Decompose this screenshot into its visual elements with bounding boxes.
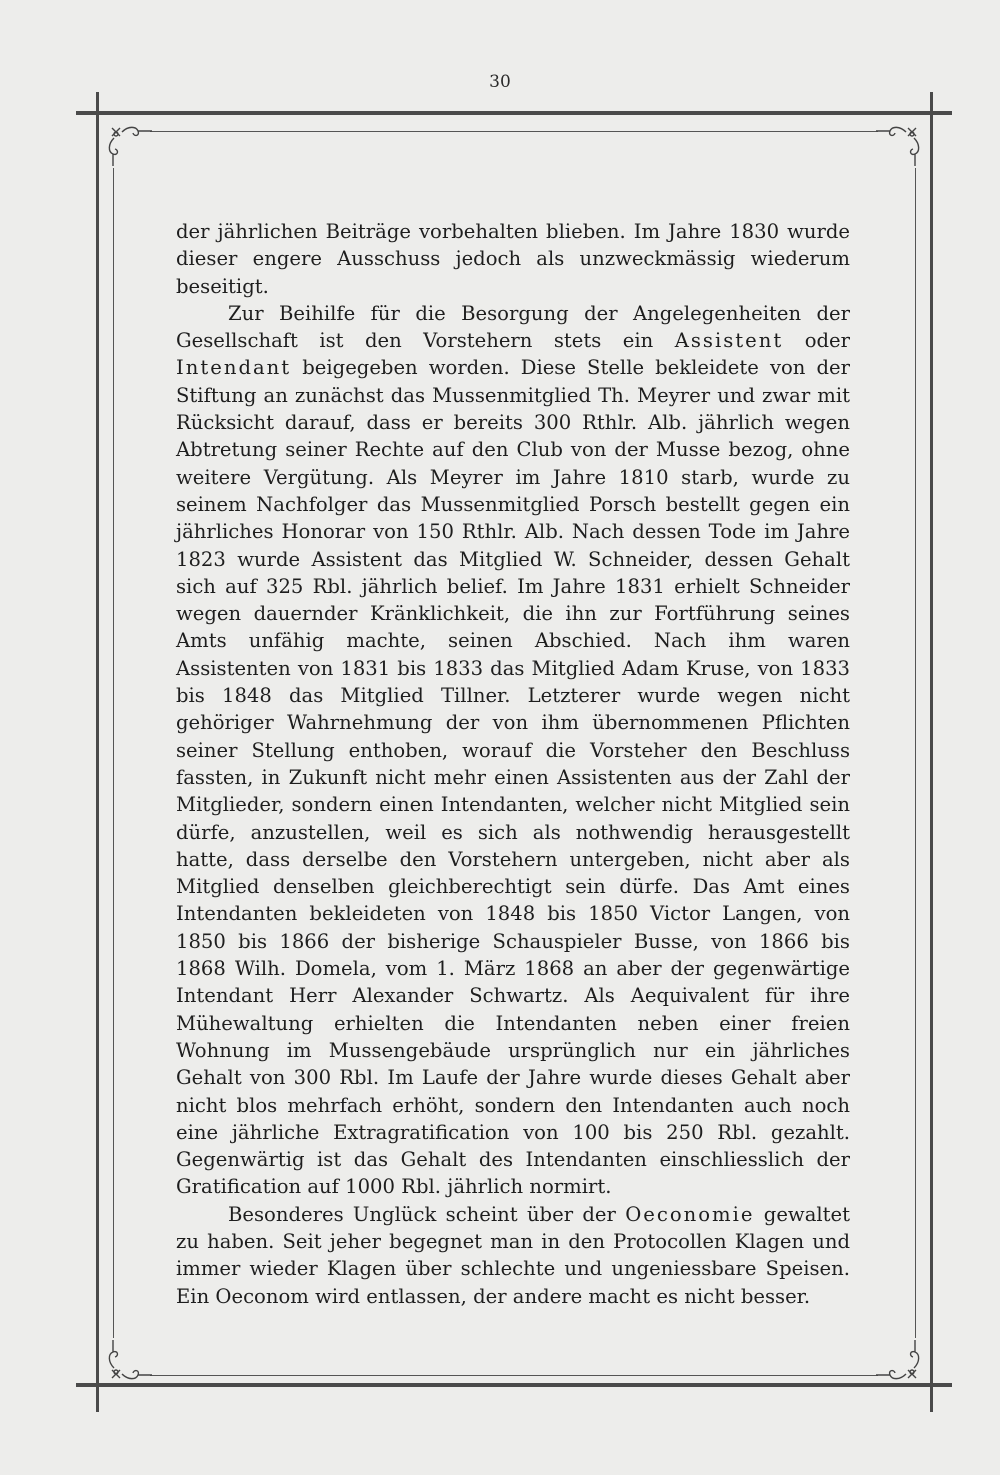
corner-ornament-icon <box>106 124 158 168</box>
body-text <box>176 218 850 1310</box>
emphasized-term: Intendant <box>176 356 292 380</box>
page-number: 30 <box>489 72 511 92</box>
frame-right-rule <box>930 92 933 1412</box>
paragraph <box>176 1201 850 1310</box>
emphasized-term: Oeconomie <box>625 1202 755 1226</box>
corner-ornament-icon <box>870 124 922 168</box>
text-run: Zur Beihilfe für die Besorgung der Angelegenheiten der Gesellschaft ist den Vorstehern stets ein <box>176 301 850 353</box>
text-run: beigegeben worden. Diese Stelle bekleidete von der Stiftung an zunächst das Mussenmitglied Th. Meyrer und zwar mit Rücksicht darauf, dass er bereits 300 Rthlr. Alb. jährlich wegen Abtretung seiner Rechte auf den Club von der Musse bezog, ohne weitere Vergütung. Als Meyrer im Jahre 1810 starb, wurde zu seinem Nachfolger das Mussenmitglied Porsch bestellt gegen ein jährliches Honorar von 150 Rthlr. Alb. Nach dessen Tode im Jahre 1823 wurde Assistent das Mitglied W. Schneider, dessen Gehalt sich auf 325 Rbl. jährlich belief. Im Jahre 1831 erhielt Schneider wegen dauernder Kränklichkeit, die ihn zur Fortführung seines Amts unfähig machte, seinen Abschied. Nach ihm waren Assistenten von 1831 bis 1833 das Mitglied Adam Kruse, von 1833 bis 1848 das Mitglied Tillner. Letzterer wurde wegen nicht gehöriger Wahrnehmung der von ihm übernommenen Pflichten seiner Stellung enthoben, worauf die Vorsteher den Beschluss fassten, in Zukunft nicht mehr einen Assistenten aus der Zahl der Mitglieder, sondern einen Intendanten, welcher nicht Mitglied sein dürfe, anzustellen, weil es sich als nothwendig herausgestellt hatte, dass derselbe den Vorstehern untergeben, nicht aber als Mitglied denselben gleichberechtigt sein dürfe. Das Amt eines Intendanten bekleideten von 1848 bis 1850 Victor Langen, von 1850 bis 1866 der bisherige Schauspieler Busse, von 1866 bis 1868 Wilh. Domela, vom 1. März 1868 an aber der gegenwärtige Intendant Herr Alexander Schwartz. Als Aequivalent für ihre Mühewaltung erhielten die Intendanten neben einer freien Wohnung im Mussengebäude ursprünglich nur ein jährliches Gehalt von 300 Rbl. Im Laufe der Jahre wurde dieses Gehalt aber nicht blos mehrfach erhöht, sondern den Intendanten auch noch eine jährliche Extragratification von 100 bis 250 Rbl. gezahlt. Gegenwärtig ist das Gehalt des Intendanten einschliesslich der Gratification auf 1000 Rbl. jährlich normirt. <box>176 356 850 1199</box>
inner-frame-right <box>915 168 916 1338</box>
inner-frame-top <box>150 131 878 132</box>
text-run: gewaltet zu haben. Seit jeher begegnet man in den Protocollen Klagen und immer wieder Klagen über schlechte und ungeniessbare Speisen. Ein Oeconom wird entlassen, der andere macht es nicht besser. <box>176 1202 850 1308</box>
inner-frame-left <box>113 168 114 1338</box>
corner-ornament-icon <box>870 1338 922 1382</box>
frame-left-rule <box>96 92 99 1412</box>
frame-bottom-rule <box>76 1383 952 1387</box>
paragraph <box>176 300 850 1201</box>
text-run: oder <box>783 329 850 353</box>
text-run: Besonderes Unglück scheint über der <box>228 1202 626 1226</box>
inner-frame-bottom <box>150 1375 878 1376</box>
text-run: der jährlichen Beiträge vorbehalten blieben. Im Jahre 1830 wurde dieser engere Ausschuss jedoch als unzweckmässig wiederum beseitigt. <box>176 220 850 298</box>
emphasized-term: Assistent <box>674 329 784 353</box>
corner-ornament-icon <box>106 1338 158 1382</box>
frame-top-rule <box>76 111 952 115</box>
paragraph <box>176 218 850 300</box>
